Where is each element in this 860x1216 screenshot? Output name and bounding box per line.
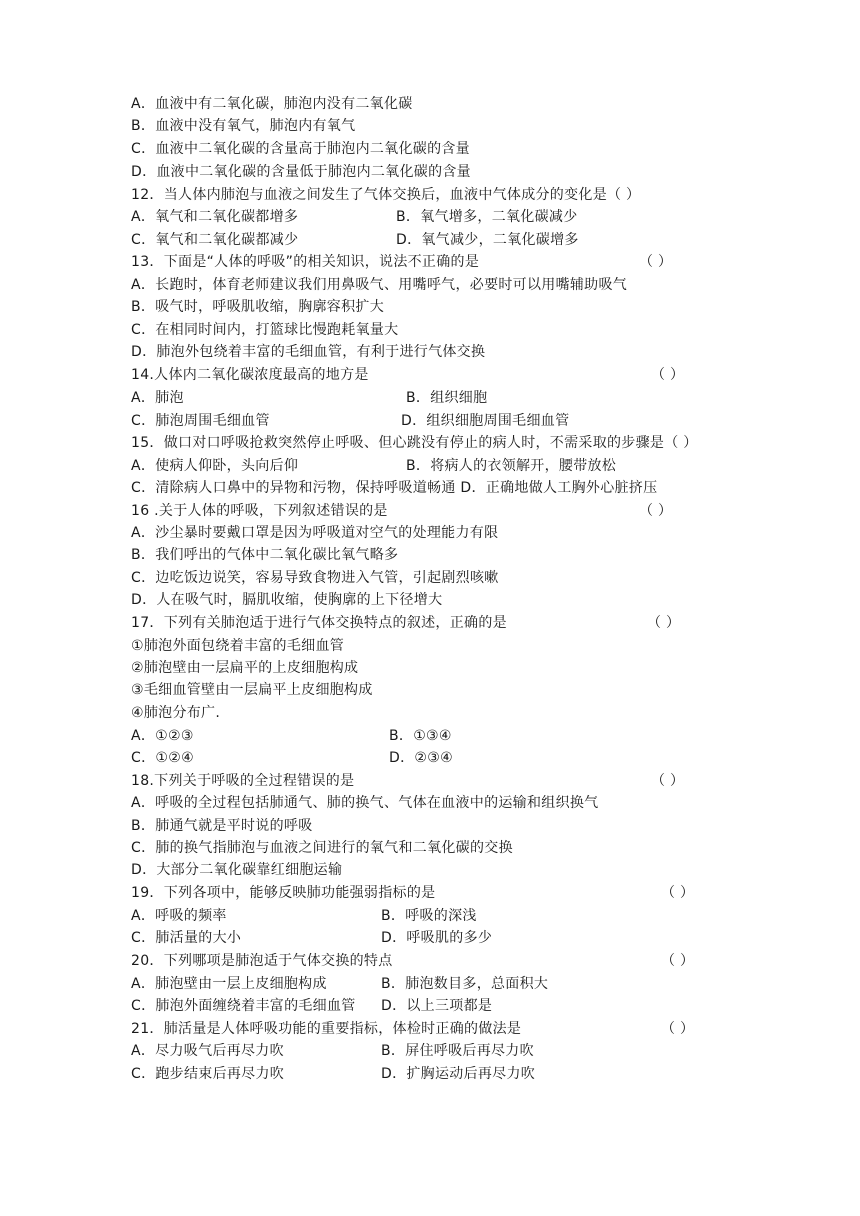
line-text-secondary: （ ）: [661, 953, 695, 969]
line-text-secondary: （ ）: [651, 367, 685, 383]
line-text: A．氧气和二氧化碳都增多: [131, 209, 299, 225]
line-text: C．清除病人口鼻中的异物和污物，保持呼吸道畅通 D．正确地做人工胸外心脏挤压: [131, 480, 658, 496]
line-text-secondary: B．①③④: [389, 728, 452, 744]
line-text-secondary: D．氧气减少，二氧化碳增多: [396, 232, 579, 248]
line-text-secondary: B．将病人的衣领解开，腰带放松: [406, 458, 617, 474]
line-text-secondary: B．肺泡数目多，总面积大: [381, 976, 549, 992]
line-text-secondary: （ ）: [647, 615, 681, 631]
line-text: A．血液中有二氧化碳，肺泡内没有二氧化碳: [131, 96, 413, 112]
line-text: C．在相同时间内，打篮球比慢跑耗氧量大: [131, 322, 399, 338]
line-text: A．肺泡壁由一层上皮细胞构成: [131, 976, 327, 992]
line-text: 12．当人体内肺泡与血液之间发生了气体交换后，血液中气体成分的变化是（ ）: [131, 187, 641, 203]
line-text: A．长跑时，体育老师建议我们用鼻吸气、用嘴呼气，必要时可以用嘴辅助吸气: [131, 277, 628, 293]
line-text: 21．肺活量是人体呼吸功能的重要指标，体检时正确的做法是: [131, 1021, 522, 1037]
line-text: B．吸气时，呼吸肌收缩，胸廓容积扩大: [131, 299, 385, 315]
line-text: 13．下面是“人体的呼吸”的相关知识，说法不正确的是: [131, 254, 480, 270]
line-text: C．边吃饭边说笑，容易导致食物进入气管，引起剧烈咳嗽: [131, 570, 499, 586]
line-text-secondary: D．呼吸肌的多少: [381, 930, 493, 946]
line-text: C．肺活量的大小: [131, 930, 242, 946]
line-text-secondary: B．组织细胞: [406, 390, 488, 406]
line-text-secondary: （ ）: [661, 1021, 695, 1037]
line-text: D．大部分二氧化碳靠红细胞运输: [131, 862, 343, 878]
line-text: C．氧气和二氧化碳都减少: [131, 232, 299, 248]
line-text: C．跑步结束后再尽力吹: [131, 1066, 285, 1082]
line-text-secondary: D．组织细胞周围毛细血管: [401, 413, 570, 429]
line-text: 17．下列有关肺泡适于进行气体交换特点的叙述，正确的是: [131, 615, 507, 631]
line-text: B．肺通气就是平时说的呼吸: [131, 818, 313, 834]
line-text: 16 .关于人体的呼吸，下列叙述错误的是: [131, 503, 388, 519]
line-text-secondary: B．屏住呼吸后再尽力吹: [381, 1043, 534, 1059]
line-text-secondary: D．以上三项都是: [381, 998, 493, 1014]
line-text-secondary: D．②③④: [389, 750, 453, 766]
line-text: 18.下列关于呼吸的全过程错误的是: [131, 773, 355, 789]
line-text: B．我们呼出的气体中二氧化碳比氧气略多: [131, 547, 399, 563]
line-text-secondary: （ ）: [651, 773, 685, 789]
line-text: A．尽力吸气后再尽力吹: [131, 1043, 284, 1059]
line-text: A．沙尘暴时要戴口罩是因为呼吸道对空气的处理能力有限: [131, 525, 499, 541]
line-text: ④肺泡分布广.: [131, 705, 221, 721]
line-text: C．肺泡周围毛细血管: [131, 413, 270, 429]
line-text: D．肺泡外包绕着丰富的毛细血管，有利于进行气体交换: [131, 344, 486, 360]
line-text: C．①②④: [131, 750, 194, 766]
line-text: A．呼吸的全过程包括肺通气、肺的换气、气体在血液中的运输和组织换气: [131, 795, 599, 811]
line-text-secondary: B．呼吸的深浅: [381, 908, 477, 924]
line-text: A．使病人仰卧，头向后仰: [131, 458, 299, 474]
line-text: ②肺泡壁由一层扁平的上皮细胞构成: [131, 660, 359, 676]
line-text-secondary: （ ）: [639, 503, 673, 519]
line-text: C．肺的换气指肺泡与血液之间进行的氧气和二氧化碳的交换: [131, 840, 513, 856]
line-text: A．①②③: [131, 728, 194, 744]
line-text: A．呼吸的频率: [131, 908, 227, 924]
line-text: C．肺泡外面缠绕着丰富的毛细血管: [131, 998, 356, 1014]
line-text-secondary: （ ）: [661, 885, 695, 901]
line-text-secondary: （ ）: [639, 254, 673, 270]
line-text: 20．下列哪项是肺泡适于气体交换的特点: [131, 953, 393, 969]
line-text: 15．做口对口呼吸抢救突然停止呼吸、但心跳没有停止的病人时，不需采取的步骤是（ ）: [131, 435, 698, 451]
line-text: C．血液中二氧化碳的含量高于肺泡内二氧化碳的含量: [131, 141, 470, 157]
line-text: 14.人体内二氧化碳浓度最高的地方是: [131, 367, 369, 383]
line-text: B．血液中没有氧气，肺泡内有氧气: [131, 118, 356, 134]
line-text: A．肺泡: [131, 390, 184, 406]
line-text: D．血液中二氧化碳的含量低于肺泡内二氧化碳的含量: [131, 164, 471, 180]
line-text: 19．下列各项中，能够反映肺功能强弱指标的是: [131, 885, 436, 901]
line-text: D．人在吸气时，膈肌收缩，使胸廓的上下径增大: [131, 592, 443, 608]
line-text-secondary: D．扩胸运动后再尽力吹: [381, 1066, 536, 1082]
line-text-secondary: B．氧气增多，二氧化碳减少: [396, 209, 578, 225]
line-text: ③毛细血管壁由一层扁平上皮细胞构成: [131, 682, 373, 698]
line-text: ①肺泡外面包绕着丰富的毛细血管: [131, 638, 345, 654]
